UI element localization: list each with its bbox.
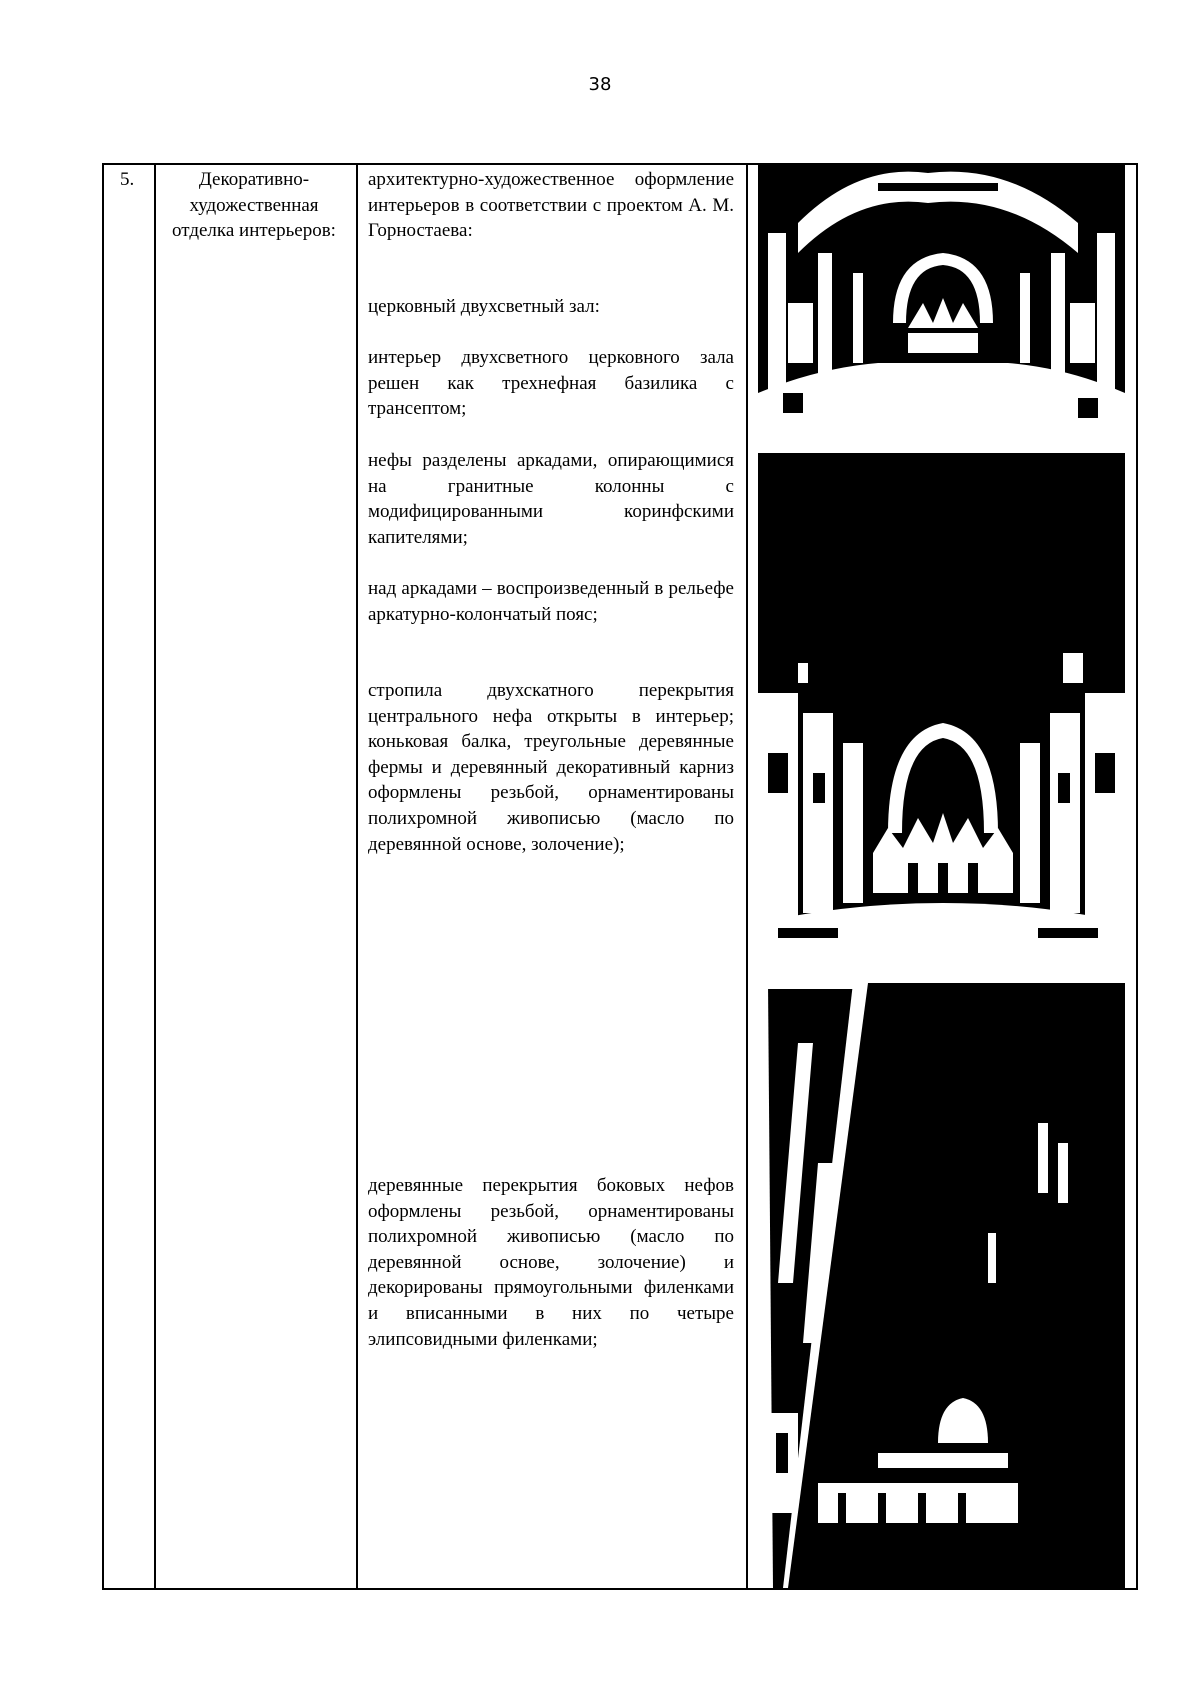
description-paragraph: интерьер двухсветного церковного зала решен как трехнефная базилика с трансептом;	[368, 347, 734, 420]
column-divider	[154, 163, 156, 1590]
column-divider	[356, 163, 358, 1590]
description-paragraph: архитектурно-художественное оформление интерьеров в соответствии с проектом А. М. Горностаева:	[368, 169, 734, 242]
interior-photo-side-nave	[758, 983, 1125, 1588]
row-number: 5.	[120, 169, 135, 190]
table-left-border	[102, 163, 104, 1590]
description-paragraph: деревянные перекрытия боковых нефов оформлены резьбой, орнаментированы полихромной живописью (масло по деревянной основе, золочение) и декорированы прямоугольными филенками и вписанными в них по четыре элипсовидными филенками;	[368, 1175, 734, 1350]
description-paragraph: над аркадами – воспроизведенный в рельефе аркатурно-колончатый пояс;	[368, 578, 734, 625]
description-paragraph: стропила двухскатного перекрытия центрального нефа открыты в интерьер; коньковая балка, треугольные деревянные фермы и деревянный декоративный карниз оформлены резьбой, орнаментированы полихромной живописью (масло по деревянной основе, золочение);	[368, 680, 734, 855]
page-number: 38	[588, 74, 612, 95]
interior-photo-hall	[758, 163, 1125, 429]
description-paragraph: церковный двухсветный зал:	[368, 296, 600, 317]
interior-photo-nave	[758, 453, 1125, 957]
table-bottom-border	[102, 1588, 1138, 1590]
monument-table	[102, 163, 1138, 1590]
description-paragraph: нефы разделены аркадами, опирающимися на гранитные колонны с модифицированными коринфскими капителями;	[368, 450, 734, 548]
section-title: Декоративно-художественная отделка интерьеров:	[172, 169, 336, 241]
table-right-border	[1136, 163, 1138, 1590]
column-divider	[746, 163, 748, 1590]
